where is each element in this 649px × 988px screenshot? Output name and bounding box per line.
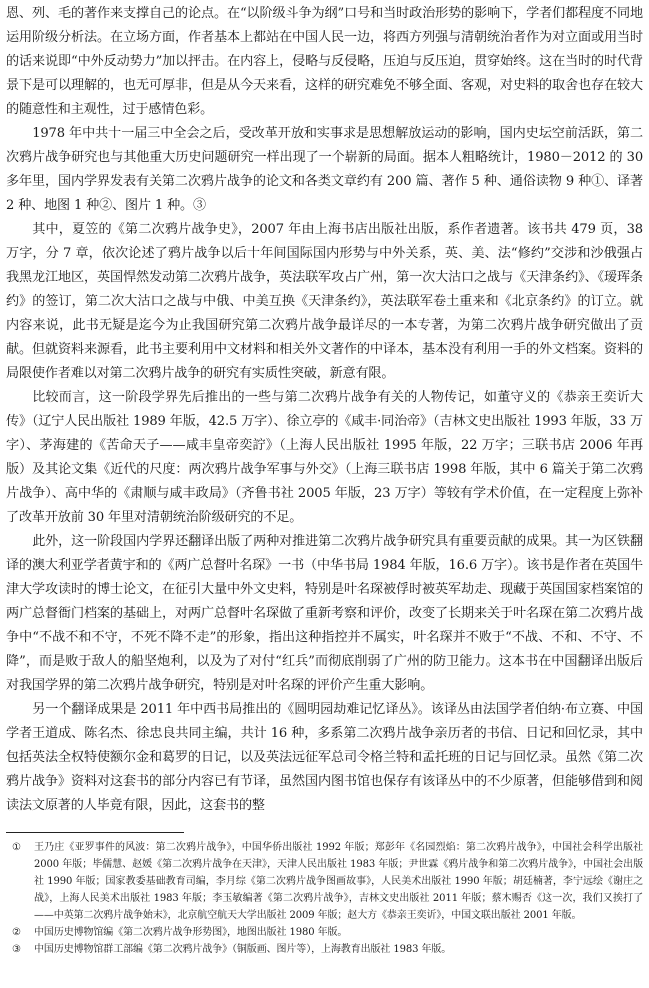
body-paragraph: 1978 年中共十一届三中全会之后，受改革开放和实事求是思想解放运动的影响，国内史坛空前活跃，第二次鸦片战争研究也与其他重大历史问题研究一样出现了一个崭新的局面。据本人粗略统计，1980－2012 的 30 多年里，国内学界发表有关第二次鸦片战争的论文和各类文章约有 200 篇、著作 5 种、通俗读物 9 种①、译著 2 种、地图 1 种②、图片 1 种。③ — [6, 126, 643, 213]
body-paragraph: 此外，这一阶段国内学界还翻译出版了两种对推进第二次鸦片战争研究具有重要贡献的成果。其一为区铁翻译的澳大利亚学者黄宇和的《两广总督叶名琛》一书（中华书局 1984 年版，16.6 万字）。该书是作者在英国牛津大学攻读时的博士论文，在征引大量中外文史料，特别是叶名琛被俘时被英军劫走、现藏于英国国家档案馆的两广总督衙门档案的基础上，对两广总督叶名琛做了重新考察和评价，改变了长期来关于叶名琛在第二次鸦片战争中“不战不和不守，不死不降不走”的形象，指出这种指控并不属实，叶名琛并不败于“不战、不和、不守、不降”，而是败于敌人的船坚炮利，以及为了对付“红兵”而彻底削弱了广州的防卫能力。这本书在中国翻译出版后对我国学界的第二次鸦片战争研究，特别是对叶名琛的评价产生重大影响。 — [6, 534, 643, 693]
body-paragraph: 比较而言，这一阶段学界先后推出的一些与第二次鸦片战争有关的人物传记，如董守义的《恭亲王奕䜣大传》（辽宁人民出版社 1989 年版，42.5 万字）、徐立亭的《咸丰·同治帝》（吉林文史出版社 1993 年版，33 万字）、茅海建的《苦命天子——咸丰皇帝奕詝》（上海人民出版社 1995 年版，22 万字；三联书店 2006 年再版）及其论文集《近代的尺度：两次鸦片战争军事与外交》（上海三联书店 1998 年版，其中 6 篇关于第二次鸦片战争）、高中华的《肃顺与咸丰政局》（齐鲁书社 2005 年版，23 万字）等较有学术价值，在一定程度上弥补了改革开放前 30 年里对清朝统治阶级研究的不足。 — [6, 390, 643, 525]
footnote — [6, 839, 643, 924]
body-paragraph: 另一个翻译成果是 2011 年中西书局推出的《圆明园劫难记忆译丛》。该译丛由法国学者伯纳·布立赛、中国学者王道成、陈名杰、徐忠良共同主编，共计 16 种，多系第二次鸦片战争亲历者的书信、日记和回忆录，其中包括英法全权特使额尔金和葛罗的日记，以及英法远征军总司令格兰特和孟托班的日记与回忆录。虽然《第二次鸦片战争》资料对这套书的部分内容已有节译，虽然国内图书馆也保存有该译丛中的不少原著，但能够借到和阅读法文原著的人毕竟有限，因此，这套书的整 — [6, 702, 643, 813]
footnote — [6, 924, 643, 941]
footnote-number: ② — [12, 927, 21, 938]
footnote-text: 中国历史博物馆编《第二次鸦片战争形势图》，地图出版社 1980 年版。 — [34, 927, 348, 938]
document-page — [6, 2, 643, 958]
footnote-text: 中国历史博物馆群工部编《第二次鸦片战争》（铜版画、图片等），上海教育出版社 1983 年版。 — [34, 944, 452, 955]
footnote-separator — [6, 832, 184, 833]
body-paragraph: 恩、列、毛的著作来支撑自己的论点。在“以阶级斗争为纲”口号和当时政治形势的影响下，学者们都程度不同地运用阶级分析法。在立场方面，作者基本上都站在中国人民一边，将西方列强与清朝统治者作为对立面或用当时的话来说即“中外反动势力”加以抨击。在内容上，侵略与反侵略，压迫与反压迫，贯穿始终。这在当时的时代背景下是可以理解的，也无可厚非，但是从今天来看，这样的研究难免不够全面、客观，对史料的取舍也存在较大的随意性和主观性，过于感情色彩。 — [6, 6, 643, 117]
body-paragraph: 其中，夏笠的《第二次鸦片战争史》，2007 年由上海书店出版社出版，系作者遗著。该书共 479 页，38 万字，分 7 章，依次论述了鸦片战争以后十年间国际国内形势与中外关系，英、美、法“修约”交涉和沙俄强占我黑龙江地区，英国悍然发动第二次鸦片战争，英法联军攻占广州，第一次大沽口之战与《天津条约》、《瑷珲条约》的签订，第二次大沽口之战与中俄、中美互换《天津条约》，英法联军卷土重来和《北京条约》的订立。就内容来说，此书无疑是迄今为止我国研究第二次鸦片战争最详尽的一本专著，为第二次鸦片战争研究做出了贡献。但就资料来源看，此书主要利用中文材料和相关外文著作的中译本，基本没有利用一手的外文档案。资料的局限使作者难以对第二次鸦片战争的研究有实质性突破，新意有限。 — [6, 222, 643, 381]
footnote — [6, 941, 643, 958]
footnote-number: ① — [12, 842, 21, 853]
footnote-text: 王乃庄《亚罗事件的风波：第二次鸦片战争》，中国华侨出版社 1992 年版；郑彭年《名园烈焰：第二次鸦片战争》，中国社会科学出版社 2000 年版；毕儒慧、赵媛《第二次鸦片战争在天津》，天津人民出版社 1983 年版；尹世霖《鸦片战争和第二次鸦片战争》，中国社会出版社 1990 年版；国家教委基础教育司编，李月综《第二次鸦片战争图画故事》，人民美术出版社 1990 年版；胡廷楠著，李宁远绘《谢庄之战》，上海人民美术出版社 1983 年版；李玉敏编著《第二次鸦片战争》，吉林文史出版社 2011 年版；蔡木赐否《这一次，我们又挨打了——中英第二次鸦片战争始末》，北京航空航天大学出版社 2009 年版；赵大方《恭亲王奕䜣》，中国文联出版社 2001 年版。 — [34, 842, 643, 921]
footnote-number: ③ — [12, 944, 21, 955]
